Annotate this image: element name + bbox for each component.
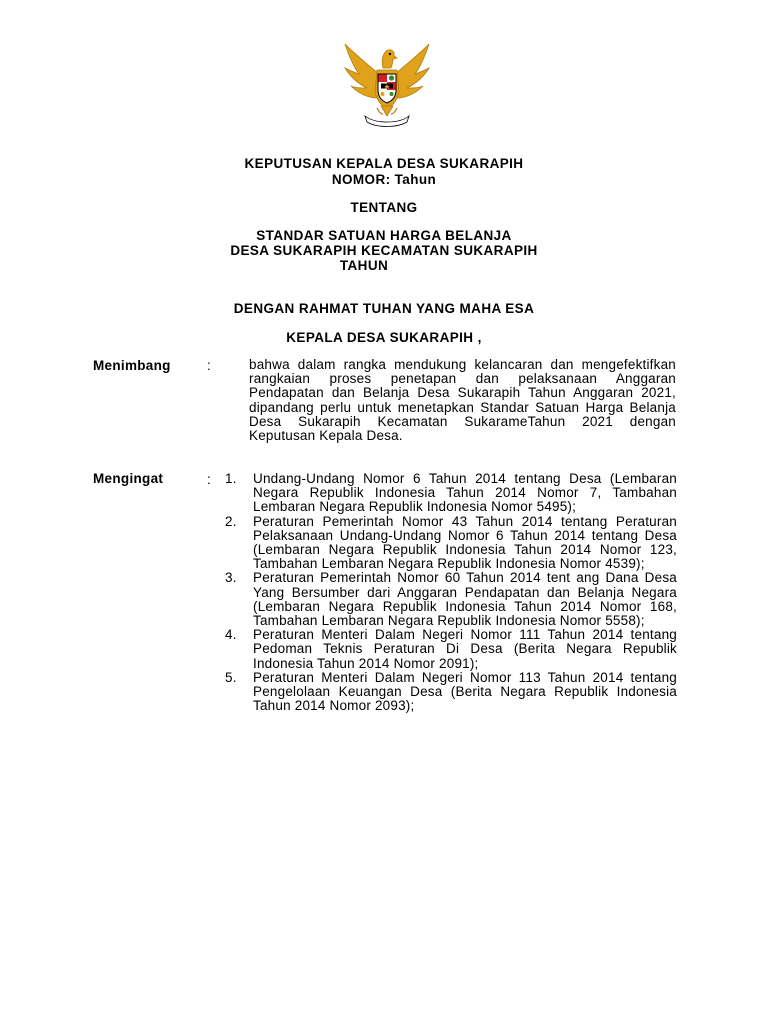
list-item (225, 571, 677, 628)
mengingat-list (225, 472, 677, 713)
tentang-heading: TENTANG (350, 200, 418, 215)
subject-line-2: DESA SUKARAPIH KECAMATAN SUKARAPIH (230, 243, 538, 258)
menimbang-colon: : (207, 358, 211, 373)
list-item-text: Peraturan Menteri Dalam Negeri Nomor 113 Tahun 2014 tentang Pengelolaan Keuangan Desa (Berita Negara Republik Indonesia Tahun 2014 Nomor 2093); (253, 669, 677, 714)
list-item-text: Peraturan Pemerintah Nomor 60 Tahun 2014 tent ang Dana Desa Yang Bersumber dari Anggaran Pendapatan dan Belanja Negara (Lembaran Negara Republik Indonesia Tahun 2014 Nomor 168, Tambahan Lembaran Negara Republik Indonesia Nomor 5558); (253, 570, 677, 629)
list-item-number: 1. (225, 471, 237, 486)
list-item (225, 628, 677, 671)
list-item (225, 671, 677, 714)
list-item-number: 3. (225, 570, 237, 586)
menimbang-label: Menimbang (93, 358, 171, 373)
list-item-text: Peraturan Menteri Dalam Negeri Nomor 111 Tahun 2014 tentang Pedoman Teknis Peraturan Di Desa (Berita Negara Republik Indonesia Tahun 2014 Nomor 2091); (253, 627, 677, 671)
mengingat-colon: : (207, 472, 211, 487)
list-item-text: Undang-Undang Nomor 6 Tahun 2014 tentang Desa (Lembaran Negara Republik Indonesia Tahun 2014 Nomor 7, Tambahan Lembaran Negara Republik Indonesia Nomor 5495); (253, 471, 677, 515)
list-item-number: 5. (225, 669, 237, 685)
garuda-pancasila-icon (337, 34, 437, 130)
kepala-desa-line: KEPALA DESA SUKARAPIH , (286, 330, 482, 345)
list-item (225, 472, 677, 515)
subject-line-3: TAHUN (339, 258, 389, 273)
invocation-line: DENGAN RAHMAT TUHAN YANG MAHA ESA (233, 301, 535, 316)
decree-title: KEPUTUSAN KEPALA DESA SUKARAPIH (244, 156, 524, 171)
list-item (225, 515, 677, 572)
list-item-text: Peraturan Pemerintah Nomor 43 Tahun 2014 tentang Peraturan Pelaksanaan Undang-Undang Nomor 6 Tahun 2014 tentang Desa (Lembaran Negara Republik Indonesia Tahun 2014 Nomor 123, Tambahan Lembaran Negara Republik Indonesia Nomor 4539); (253, 513, 677, 572)
mengingat-label: Mengingat (93, 471, 164, 486)
list-item-number: 2. (225, 513, 237, 529)
subject-line-1: STANDAR SATUAN HARGA BELANJA (256, 228, 512, 243)
list-item-number: 4. (225, 627, 237, 643)
decree-number: NOMOR: Tahun (331, 172, 437, 187)
menimbang-text: bahwa dalam rangka mendukung kelancaran dan mengefektifkan rangkaian proses penetapan dan pelaksanaan Anggaran Pendapatan dan Belanja Desa Sukarapih Tahun Anggaran 2021, dipandang perlu untuk menetapkan Standar Satuan Harga Belanja Desa Sukarapih Kecamatan SukarameTahun 2021 dengan Keputusan Kepala Desa. (249, 357, 676, 444)
